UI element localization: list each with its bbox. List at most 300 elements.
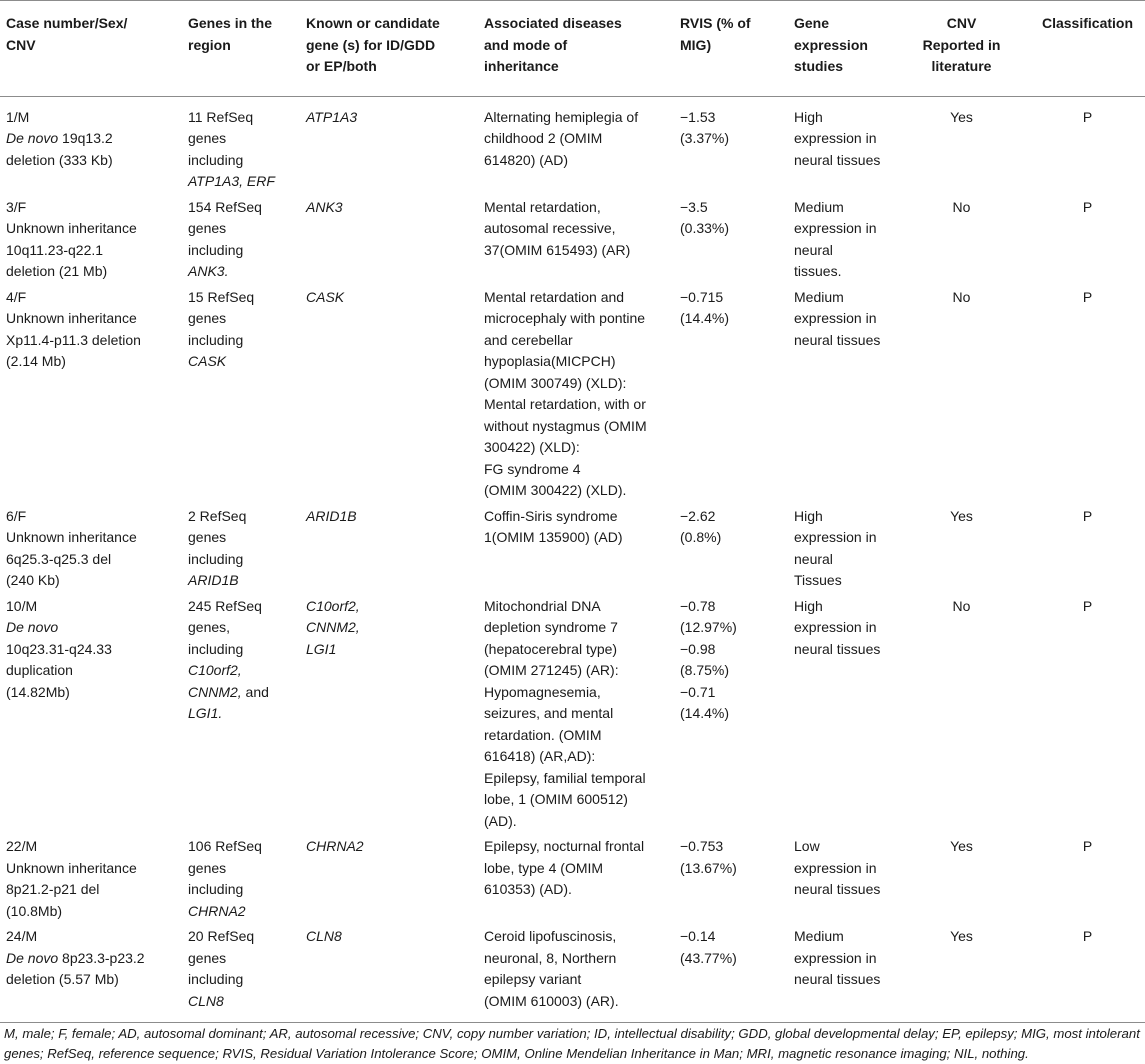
cell-text: 10q23.31-q24.33 [6,640,112,657]
cell-text: (14.82Mb) [6,683,70,700]
cell-line [306,639,472,661]
cell-text: 2 RefSeq [188,507,247,524]
italic-text: ATP1A3 [306,108,358,125]
table-body [0,96,1145,1023]
cell-text: 20 RefSeq [188,928,255,944]
cell-line: microcephaly with pontine [484,310,646,326]
cell-classification: P [1082,838,1093,854]
cell-line [306,926,472,948]
cell-line [6,261,176,283]
italic-text: C10orf2, [306,597,360,614]
cell-case [0,197,182,287]
cell-line [306,107,472,129]
cell-line: expression in [794,859,877,876]
cell-line: Coffin-Siris syndrome [484,507,618,524]
cell-gene-expression [788,836,893,926]
cell-line: −3.5 [680,198,708,215]
cell-line [188,948,294,970]
cell-rvis [674,287,788,506]
cell-classification: P [1082,507,1093,524]
cell-line: tissues. [794,263,842,279]
cell-line: Mitochondrial DNA [484,597,601,614]
cell-gene-expression [788,926,893,1023]
cell-line: −1.53 [680,108,716,125]
cell-gene-expression [788,197,893,287]
cell-line [6,218,176,240]
cell-line [6,948,176,970]
italic-text: De novo [6,949,59,966]
cell-line [188,218,294,240]
cell-text: genes [188,310,227,326]
cell-line [306,287,472,309]
cell-line: High [794,507,823,524]
cell-text: (10.8Mb) [6,902,63,919]
cell-text: Xp11.4-p11.3 deletion [6,331,141,348]
cell-text: 11 RefSeq [188,108,254,125]
cell-text: duplication [6,662,73,678]
cell-line [188,969,294,991]
header-line: Case number/Sex/ [6,15,128,31]
header-line: CNV [6,36,36,53]
cell-gene-expression [788,287,893,506]
italic-text: LGI1. [188,705,223,721]
cell-line [6,308,176,330]
cell-line [6,639,176,661]
cell-text: genes [188,130,227,146]
cell-line: 37(OMIM 615493) (AR) [484,241,631,258]
cell-associated-disease [478,506,674,596]
cell-line: High [794,108,823,125]
cell-line: lobe, 1 (OMIM 600512) [484,791,628,807]
cell-line: childhood 2 (OMIM [484,130,603,146]
cell-genes [182,287,300,506]
cell-rvis [674,506,788,596]
header-case [0,1,182,97]
cell-text: (2.14 Mb) [6,353,66,369]
header-line: Genes in the [188,15,273,31]
cell-line: 300422) (XLD): [484,439,580,455]
italic-text: CASK [306,288,345,305]
cell-line [188,527,294,549]
header-line: Classification [1041,15,1134,31]
cell-candidate-gene [300,506,478,596]
cell-rvis [674,836,788,926]
cell-line: Low [794,838,820,854]
cell-text: 3/F [6,198,27,215]
cell-text: genes [188,220,227,236]
cell-text: deletion (333 Kb) [6,151,113,168]
header-line: Known or candidate [306,15,440,31]
header-line: Gene [794,15,830,31]
cell-line: (0.8%) [680,529,722,545]
cell-line [188,926,294,948]
cell-line: −0.78 [680,597,716,614]
cell-line [6,570,176,592]
cell-line [306,197,472,219]
cell-line [306,506,472,528]
header-line: and mode of [484,36,568,53]
cell-line: High [794,597,823,614]
cell-cnv-reported: Yes [950,108,973,125]
header-line: MIG) [680,36,712,53]
cell-line: 610353) (AD). [484,881,572,897]
cell-line [188,639,294,661]
cell-gene-expression [788,596,893,837]
header-line: gene (s) for ID/GDD [306,36,436,53]
header-classification [1030,1,1145,97]
cell-line: without nystagmus (OMIM [484,417,647,434]
italic-text: LGI1 [306,640,337,657]
cell-text: including [188,331,244,348]
cell-line: (OMIM 271245) (AR): [484,662,619,678]
cell-line: −0.71 [680,683,716,700]
cell-line [188,171,294,193]
cell-case [0,506,182,596]
cell-rvis [674,596,788,837]
table-footnote: M, male; F, female; AD, autosomal dominant; AR, autosomal recessive; CNV, copy number variation; ID, intellectual disability; GDD, global developmental delay; EP, epilepsy; MIG, most intolerant genes; RefSeq, reference sequence; RVIS, Residual Variation Intolerance Score; OMIM, Online Mendelian Inheritance in Man; MRI, magnetic resonance imaging; NIL, nothing. [4,1026,1140,1061]
cell-case [0,926,182,1023]
cell-line: (OMIM 610003) (AR). [484,992,619,1009]
cell-line [188,901,294,923]
cell-line: and cerebellar [484,331,573,348]
cell-line: −0.98 [680,640,716,657]
italic-text: CLN8 [188,992,224,1009]
cell-candidate-gene [300,596,478,837]
cell-line [188,197,294,219]
cell-line: Tissues [794,572,842,588]
cell-line: expression in [794,529,877,545]
cell-line [6,197,176,219]
italic-text: CHRNA2 [306,838,364,854]
cell-classification: P [1082,108,1093,125]
cell-associated-disease [478,197,674,287]
header-line: or EP/both [306,58,377,74]
cell-case [0,96,182,197]
cell-text: 106 RefSeq [188,838,262,854]
header-line: literature [931,58,992,74]
cell-line: 614820) (AD) [484,151,569,168]
cell-line: Alternating hemiplegia of [484,108,639,125]
cell-line: neural tissues [794,640,881,657]
cell-case [0,596,182,837]
cell-associated-disease [478,96,674,197]
cell-associated-disease [478,926,674,1023]
header-line: expression [794,36,868,53]
cell-text: Unknown inheritance [6,859,137,876]
cell-line: neural tissues [794,971,881,987]
cell-line [6,682,176,704]
cell-line [6,107,176,129]
cell-associated-disease [478,596,674,837]
cell-line: hypoplasia(MICPCH) [484,353,616,369]
cell-genes [182,926,300,1023]
cell-gene-expression [788,506,893,596]
table-row [0,197,1145,287]
cell-line [188,287,294,309]
cell-associated-disease [478,287,674,506]
cell-line: depletion syndrome 7 [484,619,618,635]
cell-line [188,879,294,901]
cell-line [6,527,176,549]
table-row [0,96,1145,197]
cell-case [0,287,182,506]
header-line: studies [794,58,844,74]
header-expression [788,1,893,97]
cell-line [188,506,294,528]
cell-candidate-gene [300,96,478,197]
cell-line: Medium [794,928,844,944]
italic-text: ANK3. [188,263,229,279]
cell-text: 22/M [6,838,38,854]
cell-line [6,858,176,880]
cell-line [188,596,294,618]
header-line: inheritance [484,58,559,74]
cell-line [6,969,176,991]
cell-text: deletion (5.57 Mb) [6,971,119,987]
cell-text: genes, [188,619,231,635]
cell-text: 19q13.2 [58,130,113,146]
cell-line: −0.715 [680,288,724,305]
cell-text: 8p21.2-p21 del [6,881,100,897]
cell-line [188,836,294,858]
header-reported [893,1,1030,97]
italic-text: CNNM2, [188,683,242,700]
cell-line: (8.75%) [680,662,730,678]
cell-text: 154 RefSeq [188,198,262,215]
cell-cnv-reported: Yes [893,926,1030,1023]
cell-genes [182,96,300,197]
cell-text: Unknown inheritance [6,310,137,326]
cell-text: 245 RefSeq [188,597,262,614]
cell-cnv-reported: No [952,198,971,215]
cell-line: Mental retardation, with or [484,396,646,412]
cell-text: 4/F [6,288,27,305]
cell-classification: P [1082,288,1093,305]
cell-associated-disease [478,836,674,926]
cell-line: seizures, and mental [484,705,614,721]
cell-text: Unknown inheritance [6,529,137,545]
cell-line [306,596,472,618]
cell-line [188,570,294,592]
table-row [0,596,1145,837]
cell-line [6,287,176,309]
cell-line [6,240,176,262]
cell-line: Mental retardation and [484,288,625,305]
cell-line: (12.97%) [680,619,737,635]
cell-line [6,549,176,571]
cell-line [188,617,294,639]
cell-line: epilepsy variant [484,971,582,987]
cell-candidate-gene [300,926,478,1023]
cell-line [188,240,294,262]
cell-cnv-reported: Yes [950,838,973,854]
cell-candidate-gene [300,836,478,926]
italic-text: ARID1B [306,507,357,524]
header-rvis [674,1,788,97]
cell-line [188,308,294,330]
header-row [0,1,1145,97]
cell-text: genes [188,859,227,876]
cell-text: 24/M [6,928,38,944]
cell-line: (14.4%) [680,310,730,326]
cell-line [6,901,176,923]
cell-line [6,330,176,352]
cell-line [6,150,176,172]
cell-line [6,879,176,901]
cell-line [6,926,176,948]
cell-line [188,991,294,1013]
cell-line: neural tissues [794,331,881,348]
cell-classification: P [1082,198,1093,215]
table-row [0,506,1145,596]
cell-line: Medium [794,198,844,215]
cell-text: 6q25.3-q25.3 del [6,550,112,567]
cell-text: genes [188,949,227,966]
cell-genes [182,836,300,926]
cell-line [306,836,472,858]
italic-text: CNNM2, [306,619,360,635]
cell-text: including [188,550,244,567]
cell-text: including [188,640,244,657]
cell-case [0,836,182,926]
cell-line [6,506,176,528]
cell-gene-expression [788,96,893,197]
cell-line [188,107,294,129]
cell-line [188,261,294,283]
table-row [0,926,1145,1023]
cell-line [6,617,176,639]
cell-rvis [674,96,788,197]
cell-line: autosomal recessive, [484,220,616,236]
cell-cnv-reported: Yes [950,507,973,524]
cell-candidate-gene [300,287,478,506]
cell-line: (hepatocerebral type) [484,640,618,657]
italic-text: CASK [188,353,227,369]
italic-text: ANK3 [306,198,343,215]
cell-rvis [674,197,788,287]
cell-line [6,836,176,858]
cell-line: −0.753 [680,838,724,854]
cell-genes [182,596,300,837]
cell-line: expression in [794,619,877,635]
cell-line: Epilepsy, familial temporal [484,769,646,786]
cell-line: Hypomagnesemia, [484,683,601,700]
cell-text: 10/M [6,597,38,614]
cell-line: expression in [794,310,877,326]
cell-line: (OMIM 300749) (XLD): [484,374,627,391]
cell-line: expression in [794,949,877,966]
cell-line: (0.33%) [680,220,730,236]
cell-line: (AD). [484,812,517,829]
cell-text: including [188,241,244,258]
cell-line: lobe, type 4 (OMIM [484,859,604,876]
cell-text: 10q11.23-q22.1 [6,241,104,258]
cell-line: neural [794,241,833,258]
cell-line [188,549,294,571]
cell-line: (13.67%) [680,859,737,876]
cell-text: 15 RefSeq [188,288,255,305]
cell-text: including [188,151,244,168]
header-line: RVIS (% of [680,15,751,31]
cell-cnv-reported: No [952,288,971,305]
cell-line [188,150,294,172]
cell-line: −0.14 [680,928,716,944]
cell-line: expression in [794,220,877,236]
italic-text: ATP1A3, ERF [188,173,275,189]
cell-text: including [188,971,244,987]
cell-rvis [674,926,788,1023]
cell-line: −2.62 [680,507,716,524]
cell-classification: P [1030,926,1145,1023]
cell-line [188,858,294,880]
header-candidate [300,1,478,97]
cell-text: 1/M [6,108,30,125]
cell-text: 8p23.3-p23.2 [58,949,145,966]
cell-line [188,660,294,682]
cell-line [306,617,472,639]
cell-line: neural tissues [794,881,881,897]
cell-line [6,351,176,373]
cell-line [188,682,294,704]
table-row [0,287,1145,506]
italic-text: C10orf2, [188,662,242,678]
cell-line: (OMIM 300422) (XLD). [484,482,627,498]
cell-text: including [188,881,244,897]
cell-line: (3.37%) [680,130,730,146]
cell-line [188,330,294,352]
cell-line: neural tissues [794,151,881,168]
header-line: Associated diseases [484,15,622,31]
cell-text: and [241,683,269,700]
cell-line [188,703,294,725]
cell-text: (240 Kb) [6,572,60,588]
cell-line [188,128,294,150]
italic-text: De novo [6,619,59,635]
cell-line: expression in [794,130,877,146]
italic-text: ARID1B [188,572,239,588]
cell-line [6,660,176,682]
cell-text: deletion (21 Mb) [6,263,108,279]
italic-text: CLN8 [306,928,342,944]
cell-classification: P [1082,597,1093,614]
table-row [0,836,1145,926]
cell-text: genes [188,529,227,545]
cell-line: Mental retardation, [484,198,601,215]
cell-candidate-gene [300,197,478,287]
cell-line: Ceroid lipofuscinosis, [484,928,617,944]
cell-line [6,596,176,618]
header-genes [182,1,300,97]
cell-line: retardation. (OMIM [484,726,602,743]
cell-line: 1(OMIM 135900) (AD) [484,529,623,545]
cell-line: Epilepsy, nocturnal frontal [484,838,645,854]
cell-line: (14.4%) [680,705,730,721]
italic-text: CHRNA2 [188,902,246,919]
cell-line: (43.77%) [680,949,737,966]
cell-text: 6/F [6,507,27,524]
cell-text: Unknown inheritance [6,220,137,236]
cell-line: FG syndrome 4 [484,460,581,477]
cell-line: Medium [794,288,844,305]
cell-line: neuronal, 8, Northern [484,949,617,966]
header-line: CNV [946,15,977,31]
italic-text: De novo [6,130,59,146]
header-disease [478,1,674,97]
header-line: Reported in [922,36,1001,53]
cell-line [188,351,294,373]
cell-genes [182,197,300,287]
cell-line: 616418) (AR,AD): [484,748,596,764]
